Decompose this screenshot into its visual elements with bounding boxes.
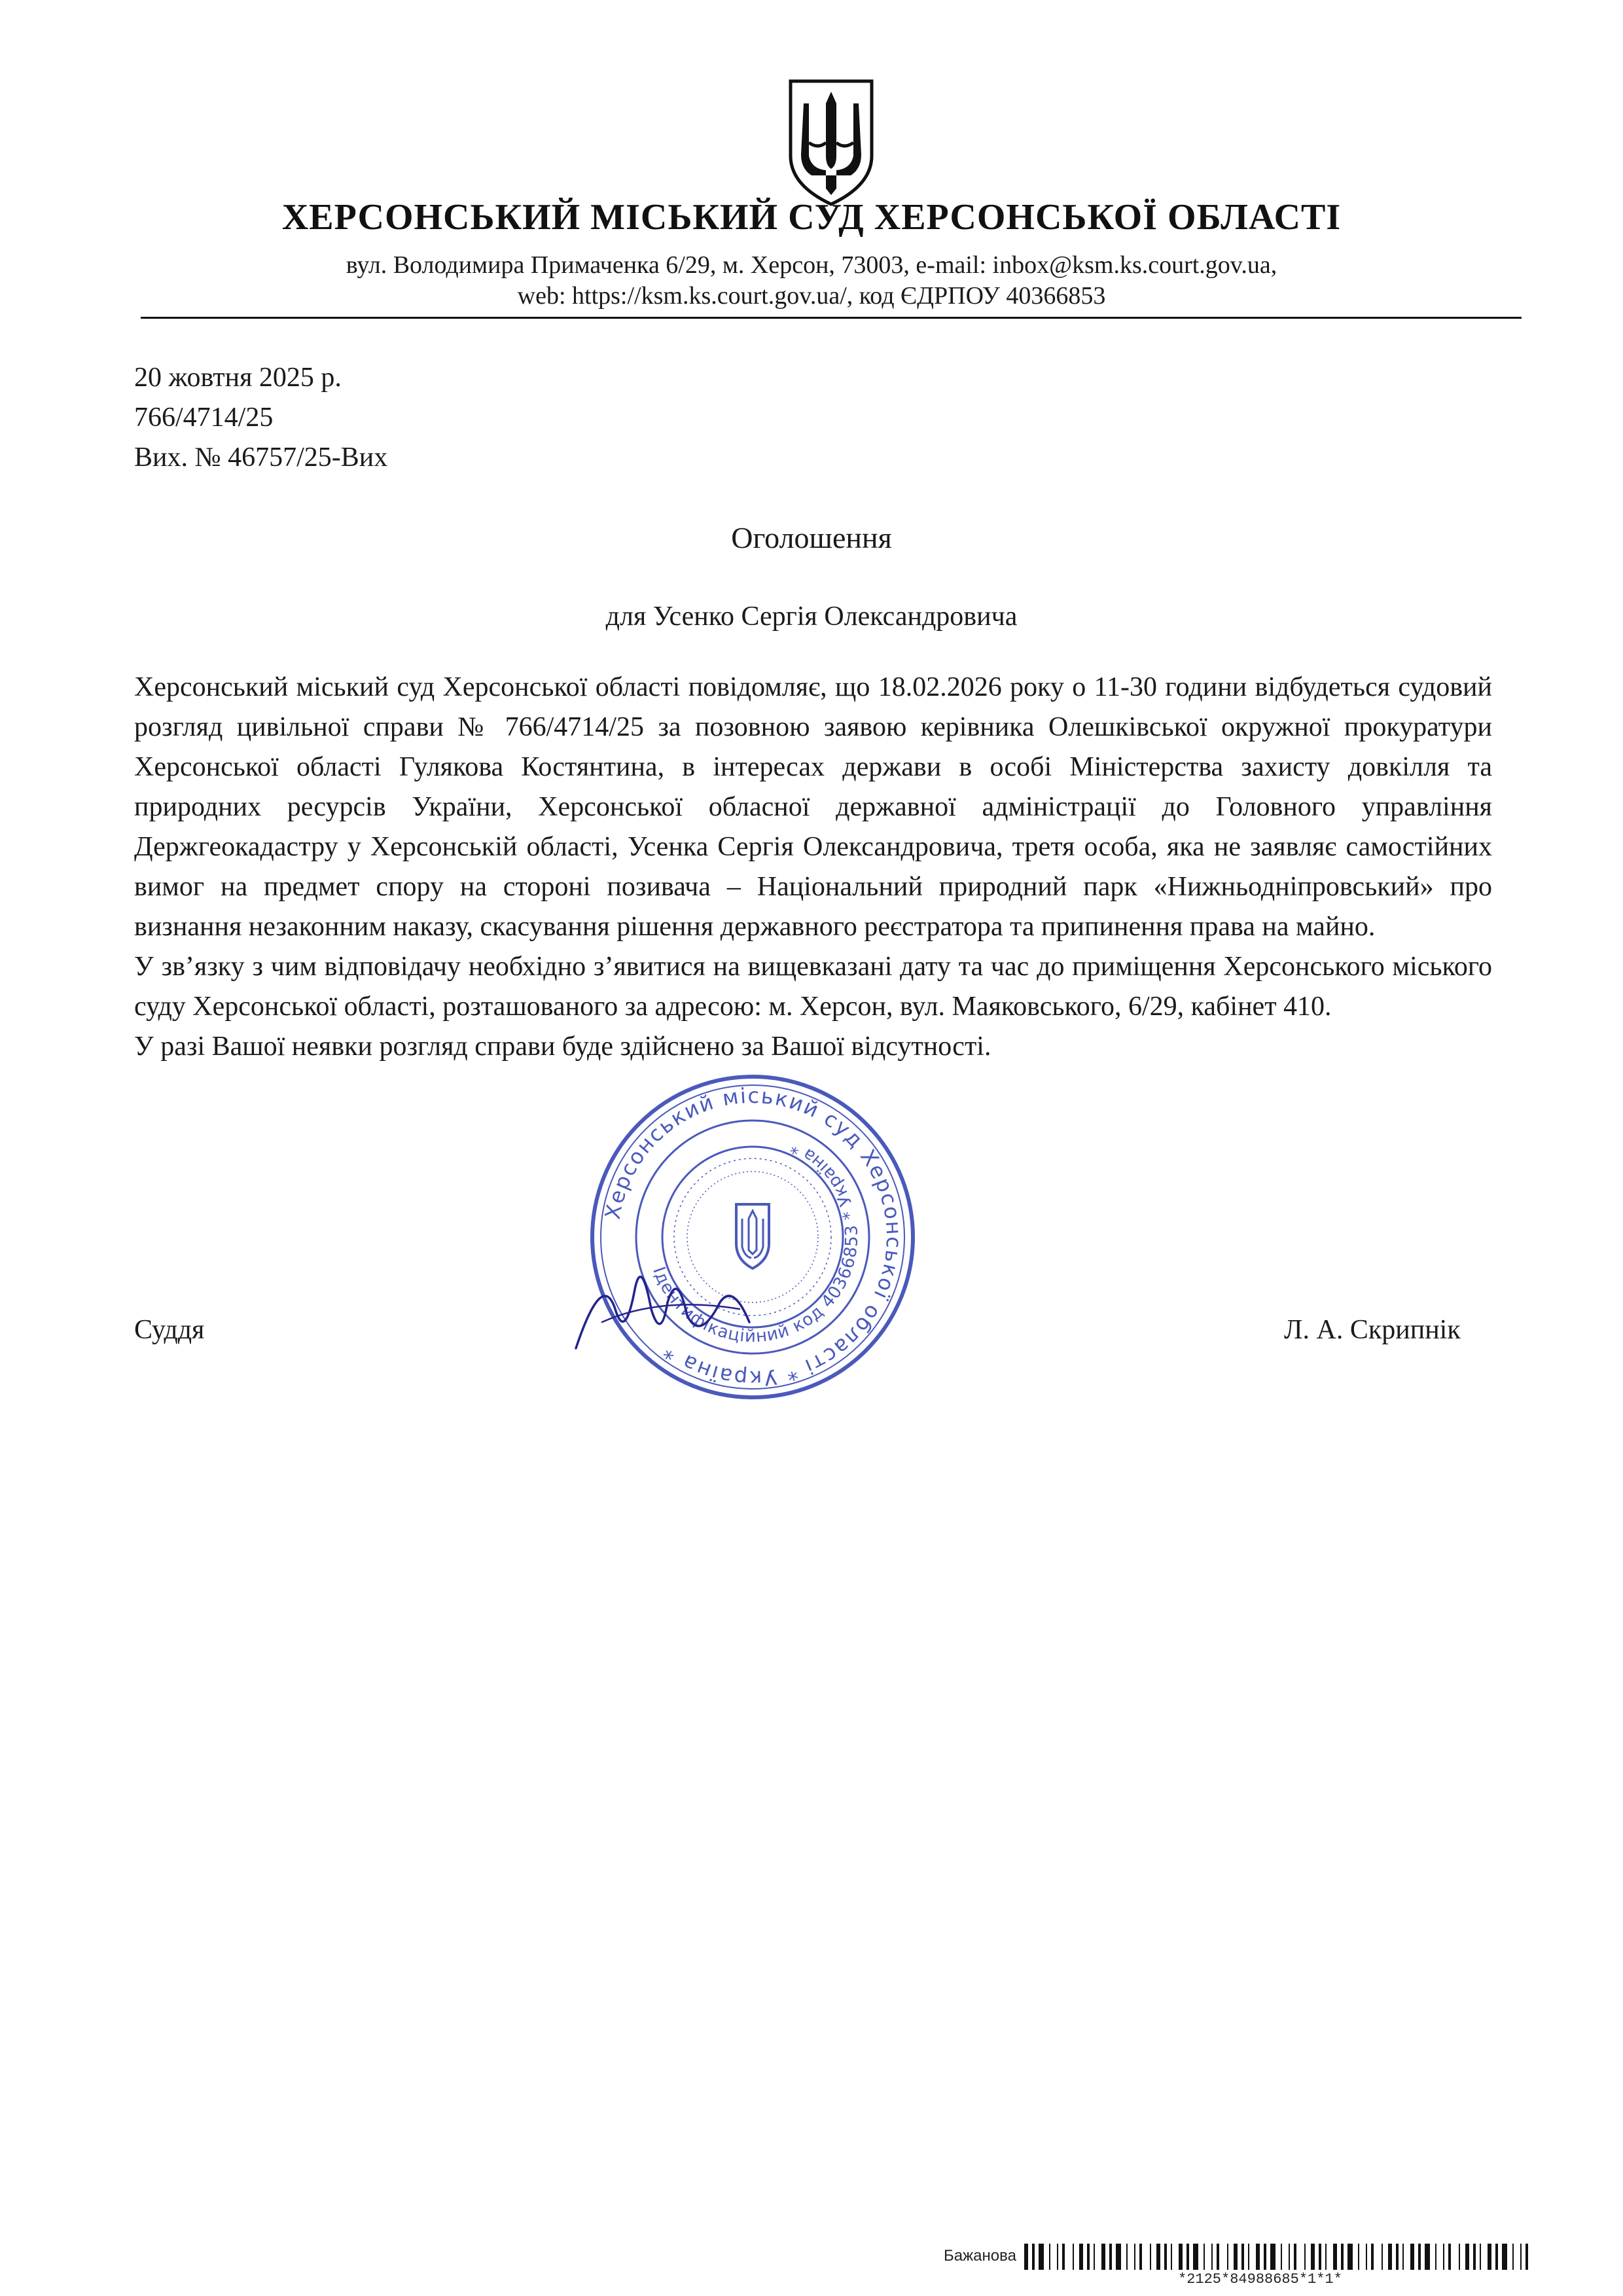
barcode-bar <box>1094 2244 1095 2270</box>
barcode-bar <box>1150 2244 1151 2270</box>
paragraph-absence: У разі Вашої неявки розгляд справи буде здійснено за Вашої відсутності. <box>134 1031 991 1062</box>
barcode-bar <box>1057 2244 1058 2270</box>
signature-name: Л. А. Скрипнік <box>1284 1315 1461 1345</box>
header-divider <box>141 317 1522 319</box>
barcode-bar <box>1319 2244 1321 2270</box>
barcode-bar <box>1227 2244 1228 2270</box>
barcode-bar <box>1402 2244 1404 2270</box>
court-address: вул. Володимира Примаченка 6/29, м. Херсон, 73003, e-mail: inbox@ksm.ks.court.gov.ua, <box>346 251 1277 279</box>
barcode-bar <box>1358 2244 1359 2270</box>
barcode-icon <box>1024 2244 1535 2270</box>
barcode-bar <box>1049 2244 1050 2270</box>
barcode-bar <box>1410 2244 1414 2270</box>
barcode-bar <box>1171 2244 1172 2270</box>
barcode-bar <box>1333 2244 1337 2270</box>
case-number: 766/4714/25 <box>134 403 274 433</box>
barcode-bar <box>1164 2244 1167 2270</box>
barcode-bar <box>1325 2244 1327 2270</box>
barcode-bar <box>1139 2244 1142 2270</box>
barcode-bar <box>1062 2244 1065 2270</box>
barcode-bar <box>1341 2244 1344 2270</box>
barcode-bar <box>1425 2244 1430 2270</box>
barcode-bar <box>1448 2244 1451 2270</box>
barcode-bar <box>1039 2244 1044 2270</box>
barcode-bar <box>1241 2244 1244 2270</box>
barcode-bar <box>1480 2244 1481 2270</box>
barcode-bar <box>1079 2244 1083 2270</box>
barcode-bar <box>1101 2244 1105 2270</box>
barcode-bar <box>1459 2244 1460 2270</box>
barcode-bar <box>1186 2244 1189 2270</box>
barcode-bar <box>1126 2244 1128 2270</box>
barcode-bar <box>1193 2244 1198 2270</box>
barcode-bar <box>1502 2244 1507 2270</box>
barcode-bar <box>1087 2244 1090 2270</box>
barcode-bar <box>1347 2244 1353 2270</box>
signature-role: Суддя <box>134 1315 205 1345</box>
paragraph-appearance: У зв’язку з чим відповідачу необхідно з’явитися на вищевказані дату та час до приміщення Херсонського міського суду Херсонської області, розташованого за адресою: м. Херсон, вул. Маяковського, 6/29, кабінет 410. <box>134 952 1492 1022</box>
barcode-bar <box>1396 2244 1399 2270</box>
barcode-bar <box>1488 2244 1491 2270</box>
barcode-bar <box>1382 2244 1383 2270</box>
document-title: Оголошення <box>731 521 892 554</box>
barcode-bar <box>1443 2244 1444 2270</box>
barcode-bar <box>1270 2244 1275 2270</box>
judge-signature-icon <box>563 1230 759 1361</box>
document-date: 20 жовтня 2025 р. <box>134 363 342 393</box>
barcode-bar <box>1388 2244 1392 2270</box>
barcode-bar <box>1134 2244 1135 2270</box>
barcode-bar <box>1366 2244 1367 2270</box>
barcode-bar <box>1435 2244 1436 2270</box>
barcode-bar <box>1520 2244 1522 2270</box>
barcode-bar <box>1304 2244 1306 2270</box>
barcode-bar <box>1495 2244 1498 2270</box>
barcode-bar <box>1217 2244 1219 2270</box>
paragraph-hearing: Херсонський міський суд Херсонської області повідомляє, що 18.02.2026 року о 11-30 години відбудеться судовий розгляд цивільної справи № 766/4714/25 за позовною заявою керівника Олешківської окружної прокуратури Херсонської області Гулякова Костянтина, в інтересах держави в особі Міністерства захисту довкілля та природних ресурсів України, Херсонської обласної державної адміністрації до Головного управління Держгеокадастру у Херсонській області, Усенка Сергія Олександровича, третя особа, яка не заявляє самостійних вимог на предмет спору на стороні позивача – Національний природний парк «Нижньодніпровський» про визнання незаконним наказу, скасування рішення державного реєстратора та припинення права на майно. <box>134 672 1492 942</box>
barcode-bar <box>1418 2244 1421 2270</box>
barcode-bar <box>1211 2244 1213 2270</box>
barcode-bar <box>1073 2244 1074 2270</box>
barcode-bar <box>1473 2244 1476 2270</box>
barcode-bar <box>1116 2244 1121 2270</box>
seal-outer-text: Херсонський міський суд Херсонської області * Україна * <box>599 1083 907 1391</box>
barcode-bar <box>1289 2244 1290 2270</box>
barcode-bar <box>1156 2244 1160 2270</box>
barcode-bar <box>1281 2244 1282 2270</box>
barcode-bar <box>1024 2244 1028 2270</box>
barcode-bar <box>1311 2244 1315 2270</box>
barcode-number: *2125*84988685*1*1* <box>1178 2271 1342 2287</box>
barcode-bar <box>1234 2244 1238 2270</box>
barcode-bar <box>1256 2244 1260 2270</box>
footer-clerk-name: Бажанова <box>944 2247 1016 2265</box>
addressee: для Усенко Сергія Олександровича <box>605 601 1018 632</box>
barcode-bar <box>1294 2244 1296 2270</box>
barcode-bar <box>1248 2244 1249 2270</box>
barcode-bar <box>1204 2244 1205 2270</box>
outgoing-number: Вих. № 46757/25-Вих <box>134 442 388 473</box>
barcode-bar <box>1525 2244 1528 2270</box>
seal-inner-text: Ідентифікаційний код 40366853 * Україна * <box>649 1136 863 1347</box>
barcode-bar <box>1465 2244 1469 2270</box>
court-web-and-code: web: https://ksm.ks.court.gov.ua/, код ЄДРПОУ 40366853 <box>517 282 1106 310</box>
court-name: ХЕРСОНСЬКИЙ МІСЬКИЙ СУД ХЕРСОНСЬКОЇ ОБЛАСТІ <box>281 197 1342 238</box>
barcode-bar <box>1512 2244 1514 2270</box>
coat-of-arms-icon <box>785 77 877 208</box>
announcement-body <box>134 668 1492 1067</box>
barcode-bar <box>1109 2244 1112 2270</box>
barcode-bar <box>1179 2244 1183 2270</box>
barcode-bar <box>1371 2244 1374 2270</box>
barcode-bar <box>1264 2244 1266 2270</box>
barcode-bar <box>1032 2244 1035 2270</box>
